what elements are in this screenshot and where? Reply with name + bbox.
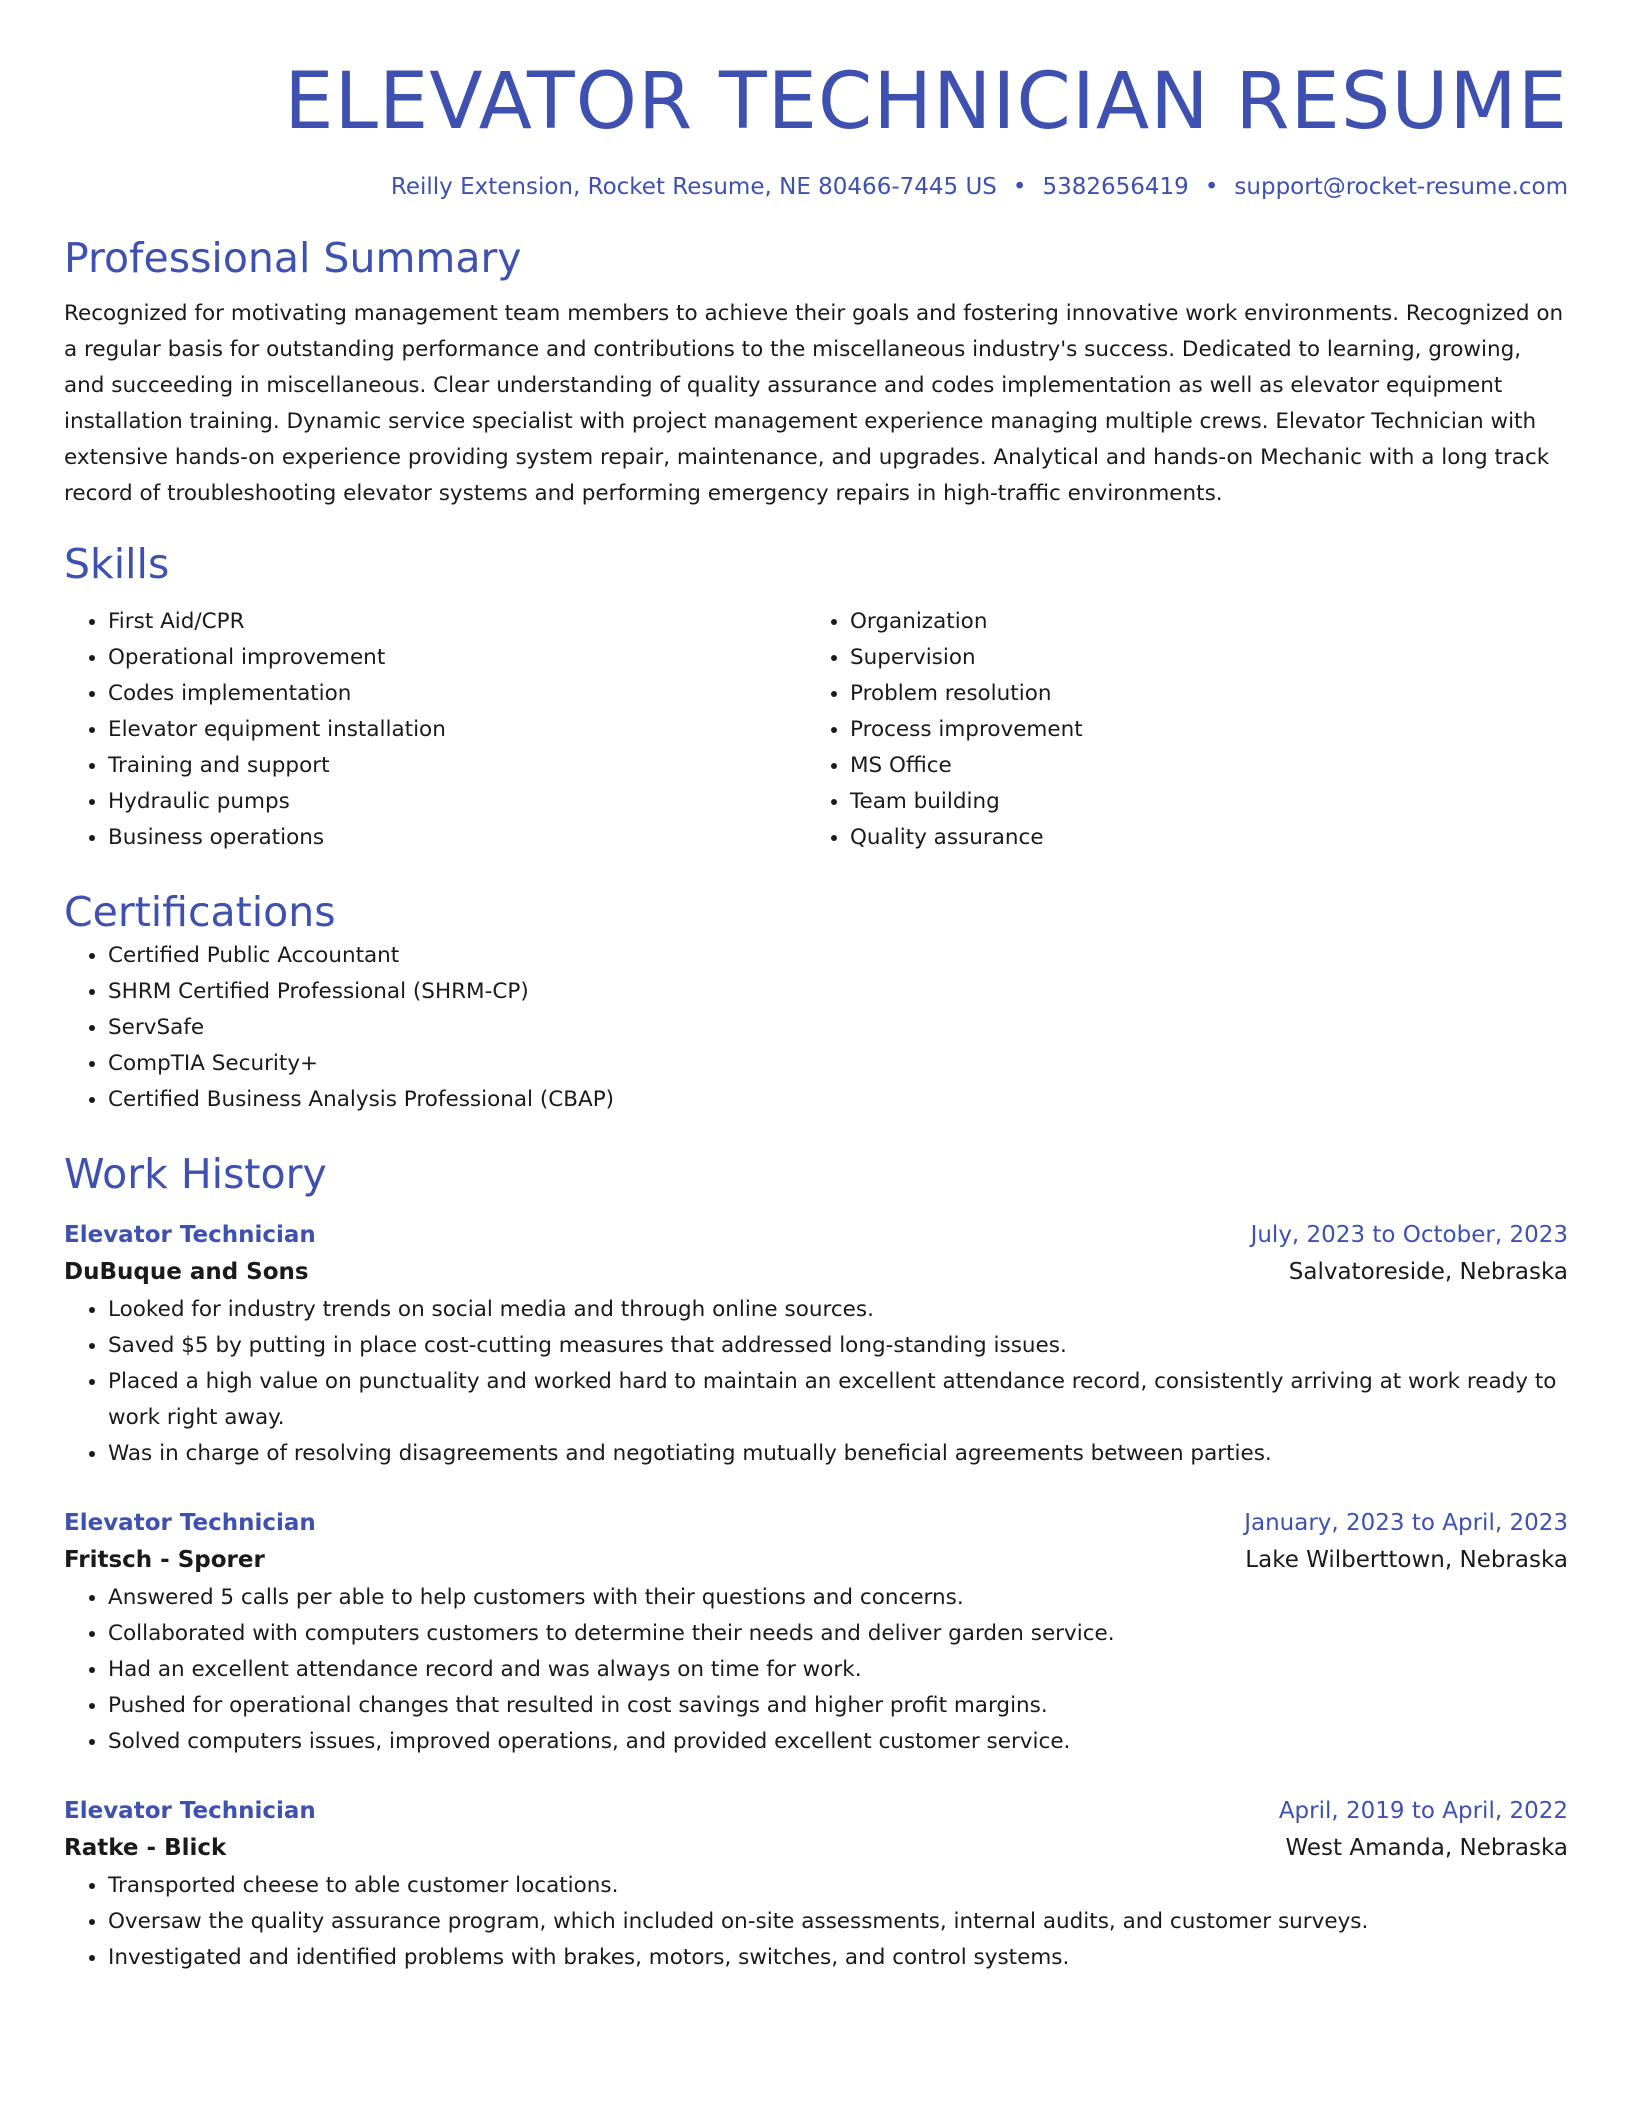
job-entry: [64, 1218, 1568, 1472]
job-dates: January, 2023 to April, 2023: [1244, 1510, 1568, 1536]
job-bullet: • Transported cheese to able customer locations.: [108, 1868, 1568, 1904]
certification-item: • Certified Public Accountant: [108, 938, 1568, 974]
certification-item: • CompTIA Security+: [108, 1046, 1568, 1082]
job-bullet: • Was in charge of resolving disagreements and negotiating mutually beneficial agreements between parties.: [108, 1436, 1568, 1472]
certification-item: • SHRM Certified Professional (SHRM-CP): [108, 974, 1568, 1010]
job-title: Elevator Technician: [64, 1510, 316, 1536]
job-bullet: • Solved computers issues, improved operations, and provided excellent customer service.: [108, 1724, 1568, 1760]
job-bullet: • Oversaw the quality assurance program, which included on-site assessments, internal audits, and customer surveys.: [108, 1904, 1568, 1940]
resume-title: ELEVATOR TECHNICIAN RESUME: [284, 57, 1568, 147]
certification-item: • Certified Business Analysis Professional (CBAP): [108, 1082, 1568, 1118]
skill-item: • Hydraulic pumps: [108, 784, 806, 820]
skills-list-left: [64, 604, 806, 856]
job-company-row: [64, 1828, 1568, 1868]
certifications-heading: Certifications: [64, 888, 336, 936]
skills-column-right: [806, 604, 1548, 856]
skill-item: • Codes implementation: [108, 676, 806, 712]
job-bullet: • Collaborated with computers customers to determine their needs and deliver garden service.: [108, 1616, 1568, 1652]
skill-item: • Process improvement: [850, 712, 1548, 748]
job-location: West Amanda, Nebraska: [1285, 1835, 1568, 1861]
job-location: Lake Wilberttown, Nebraska: [1245, 1547, 1568, 1573]
contact-email[interactable]: support@rocket-resume.com: [1234, 174, 1568, 200]
skill-item: • Supervision: [850, 640, 1548, 676]
contact-phone[interactable]: 5382656419: [1042, 174, 1189, 200]
skill-item: • MS Office: [850, 748, 1548, 784]
job-bullet: • Pushed for operational changes that resulted in cost savings and higher profit margins.: [108, 1688, 1568, 1724]
job-company: DuBuque and Sons: [64, 1259, 309, 1285]
skills-grid: [64, 604, 1568, 856]
job-title-row: [64, 1794, 1568, 1828]
job-company-row: [64, 1252, 1568, 1292]
skill-item: • Business operations: [108, 820, 806, 856]
job-title-row: [64, 1506, 1568, 1540]
job-bullet: • Placed a high value on punctuality and worked hard to maintain an excellent attendance record, consistently arriving at work ready to work right away.: [108, 1364, 1568, 1436]
skill-item: • Quality assurance: [850, 820, 1548, 856]
job-bullets: [64, 1292, 1568, 1472]
job-bullet: • Saved $5 by putting in place cost-cutting measures that addressed long-standing issues.: [108, 1328, 1568, 1364]
certifications-list: [64, 938, 1568, 1118]
job-bullet: • Answered 5 calls per able to help customers with their questions and concerns.: [108, 1580, 1568, 1616]
skills-column-left: [64, 604, 806, 856]
certification-item: • ServSafe: [108, 1010, 1568, 1046]
job-entry: [64, 1794, 1568, 1976]
summary-text: Recognized for motivating management team members to achieve their goals and fostering innovative work environments. Recognized on a regular basis for outstanding performance and contributions to the miscellaneous industry's success. Dedicated to learning, growing, and succeeding in miscellaneous. Clear understanding of quality assurance and codes implementation as well as elevator equipment installation training. Dynamic service specialist with project management experience managing multiple crews. Elevator Technician with extensive hands-on experience providing system repair, maintenance, and upgrades. Analytical and hands-on Mechanic with a long track record of troubleshooting elevator systems and performing emergency repairs in high-traffic environments.: [64, 301, 1564, 506]
skill-item: • Team building: [850, 784, 1548, 820]
job-dates: July, 2023 to October, 2023: [1250, 1222, 1568, 1248]
skill-item: • Operational improvement: [108, 640, 806, 676]
job-company: Ratke - Blick: [64, 1835, 227, 1861]
job-company-row: [64, 1540, 1568, 1580]
job-title: Elevator Technician: [64, 1798, 316, 1824]
job-title-row: [64, 1218, 1568, 1252]
job-entry: [64, 1506, 1568, 1760]
resume-header: [64, 0, 1568, 202]
job-location: Salvatoreside, Nebraska: [1288, 1259, 1568, 1285]
job-title: Elevator Technician: [64, 1222, 316, 1248]
job-bullets: [64, 1868, 1568, 1976]
work-history-heading: Work History: [64, 1150, 327, 1198]
skill-item: • Problem resolution: [850, 676, 1548, 712]
job-bullet: • Had an excellent attendance record and was always on time for work.: [108, 1652, 1568, 1688]
contact-separator: •: [1204, 174, 1219, 200]
job-dates: April, 2019 to April, 2022: [1278, 1798, 1568, 1824]
contact-separator: •: [1012, 174, 1027, 200]
skills-list-right: [806, 604, 1548, 856]
skill-item: • Elevator equipment installation: [108, 712, 806, 748]
skill-item: • Training and support: [108, 748, 806, 784]
summary-heading: Professional Summary: [64, 234, 522, 282]
skills-heading: Skills: [64, 540, 170, 588]
skill-item: • Organization: [850, 604, 1548, 640]
skill-item: • First Aid/CPR: [108, 604, 806, 640]
contact-address: Reilly Extension, Rocket Resume, NE 80466-7445 US: [390, 174, 997, 200]
job-bullet: • Investigated and identified problems with brakes, motors, switches, and control systems.: [108, 1940, 1568, 1976]
job-company: Fritsch - Sporer: [64, 1547, 265, 1573]
contact-line: [64, 172, 1568, 202]
job-bullet: • Looked for industry trends on social media and through online sources.: [108, 1292, 1568, 1328]
job-bullets: [64, 1580, 1568, 1760]
